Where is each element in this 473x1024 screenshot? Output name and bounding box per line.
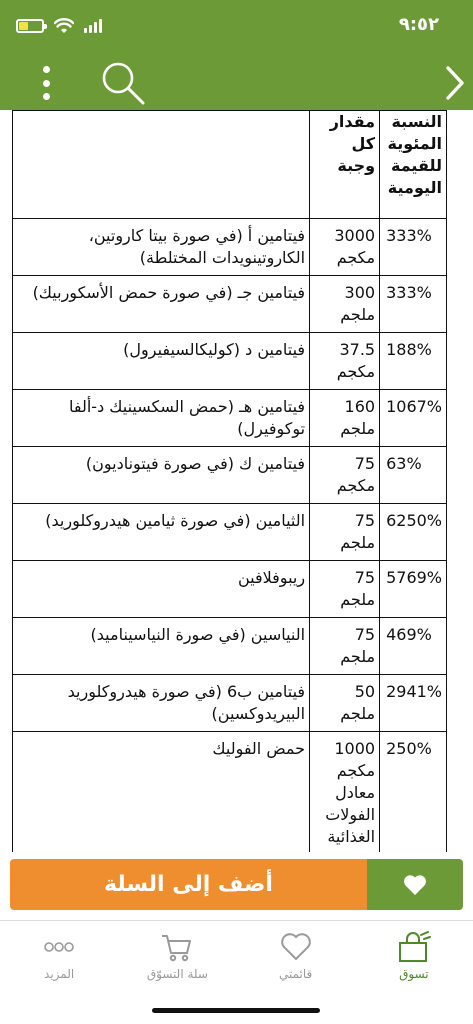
row-amount: 75 ملجم [310, 618, 380, 675]
row-amount: 37.5 مكجم [310, 333, 380, 390]
row-percent: 2941% [380, 675, 447, 732]
tab-more[interactable] [0, 921, 118, 992]
row-nutrient-name: حمض الفوليك [13, 732, 310, 853]
status-time: ٩:٥٢ [398, 14, 439, 35]
signal-icon [84, 19, 102, 33]
table-body [13, 219, 447, 853]
row-amount: 50 ملجم [310, 675, 380, 732]
tab-more-label: المزيد [44, 967, 75, 981]
table-row [13, 675, 447, 732]
row-percent: 333% [380, 219, 447, 276]
table-row [13, 447, 447, 504]
table-row [13, 504, 447, 561]
row-nutrient-name: فيتامين د (كوليكالسيفيرول) [13, 333, 310, 390]
row-amount: 75 مكجم [310, 447, 380, 504]
row-amount: 160 ملجم [310, 390, 380, 447]
tab-my-list[interactable] [237, 921, 355, 992]
search-icon[interactable] [100, 60, 146, 106]
header-percent: النسبة المئوية للقيمة اليومية [380, 111, 447, 219]
row-percent: 63% [380, 447, 447, 504]
app-header [0, 0, 473, 110]
chevron-right-icon[interactable] [443, 64, 467, 102]
more-vertical-icon[interactable] [36, 66, 56, 100]
wifi-icon [54, 18, 74, 34]
row-amount: 75 ملجم [310, 561, 380, 618]
table-row [13, 618, 447, 675]
header-amount: مقدار كل وجبة [310, 111, 380, 219]
row-percent: 1067% [380, 390, 447, 447]
tab-cart[interactable] [118, 921, 236, 992]
heart-icon [403, 874, 427, 896]
row-amount: 3000 مكجم [310, 219, 380, 276]
battery-level [19, 22, 28, 30]
status-icons [16, 18, 102, 34]
battery-icon [16, 19, 44, 33]
row-amount: 1000 مكجم معادل الفولات الغذائية [310, 732, 380, 853]
row-percent: 469% [380, 618, 447, 675]
cart-bar [10, 859, 463, 910]
tab-my-list-label: قائمتي [278, 967, 313, 981]
table-row [13, 333, 447, 390]
row-amount: 300 ملجم [310, 276, 380, 333]
nutrition-table-scroll[interactable] [12, 110, 447, 852]
row-nutrient-name: فيتامين ب6 (في صورة هيدروكلوريد البيريدوكسين) [13, 675, 310, 732]
table-row [13, 561, 447, 618]
heart-outline-icon [279, 931, 313, 963]
home-indicator [152, 1008, 320, 1013]
nutrition-table [12, 110, 447, 852]
add-to-cart-button[interactable]: أضف إلى السلة [10, 859, 367, 910]
table-header-row [13, 111, 447, 219]
row-nutrient-name: فيتامين جـ (في صورة حمض الأسكوربيك) [13, 276, 310, 333]
tab-cart-label: سلة التسوّق [146, 967, 208, 981]
table-row [13, 276, 447, 333]
shopping-bag-icon [397, 931, 431, 963]
table-row [13, 732, 447, 853]
row-percent: 6250% [380, 504, 447, 561]
row-percent: 250% [380, 732, 447, 853]
row-amount: 75 ملجم [310, 504, 380, 561]
bottom-tab-bar [0, 920, 473, 992]
more-dots-icon [42, 931, 76, 963]
table-row [13, 219, 447, 276]
table-row [13, 390, 447, 447]
row-percent: 188% [380, 333, 447, 390]
row-nutrient-name: الثيامين (في صورة ثيامين هيدروكلوريد) [13, 504, 310, 561]
row-nutrient-name: فيتامين هـ (حمض السكسينيك د-ألفا توكوفيرل) [13, 390, 310, 447]
row-percent: 5769% [380, 561, 447, 618]
row-percent: 333% [380, 276, 447, 333]
favorite-button[interactable] [367, 859, 463, 910]
header-name [13, 111, 310, 219]
row-nutrient-name: فيتامين ك (في صورة فيتوناديون) [13, 447, 310, 504]
row-nutrient-name: فيتامين أ (في صورة بيتا كاروتين، الكاروتينويدات المختلطة) [13, 219, 310, 276]
row-nutrient-name: ريبوفلافين [13, 561, 310, 618]
cart-icon [160, 931, 194, 963]
tab-shop-label: تسوق [399, 967, 429, 981]
row-nutrient-name: النياسين (في صورة النياسيناميد) [13, 618, 310, 675]
tab-shop[interactable] [355, 921, 473, 992]
